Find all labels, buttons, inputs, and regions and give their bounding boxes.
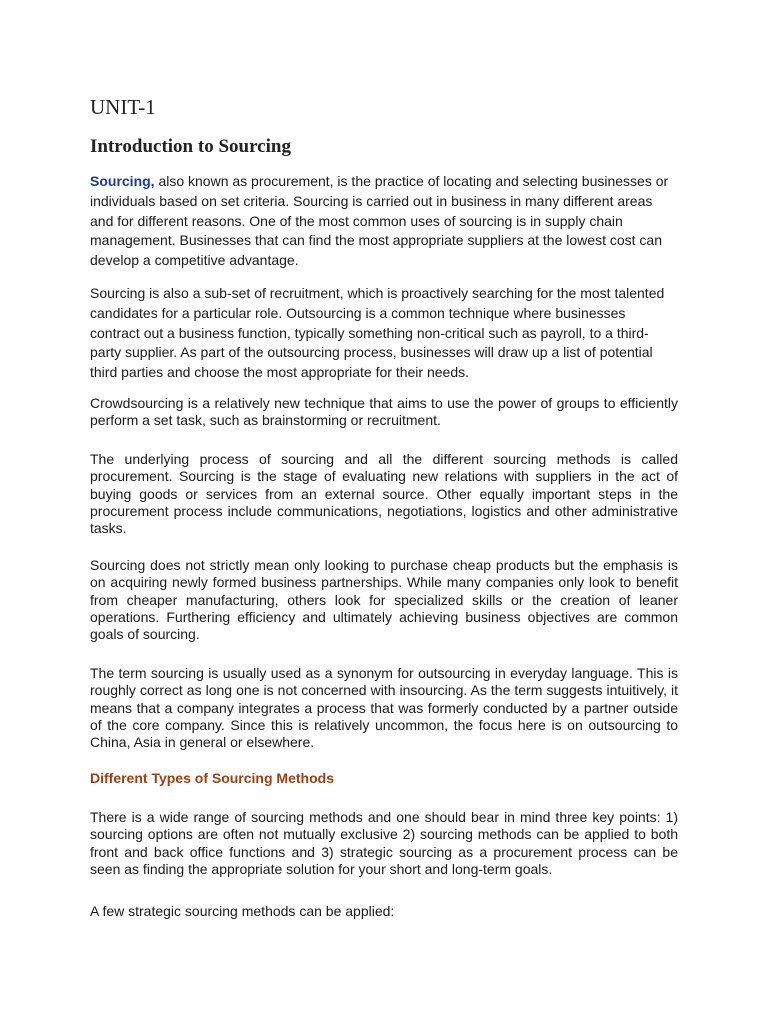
- unit-heading: UNIT-1: [90, 95, 156, 119]
- page-title: Introduction to Sourcing: [90, 136, 291, 157]
- crowdsourcing-paragraph: Crowdsourcing is a relatively new technique that aims to use the power of groups to efficiently perform a set task, such as brainstorming or recruitment.: [90, 395, 678, 429]
- section-heading: Different Types of Sourcing Methods: [90, 770, 334, 786]
- procurement-paragraph: The underlying process of sourcing and all the different sourcing methods is called procurement. Sourcing is the stage of evaluating new relations with suppliers in the act of buying goods or services from an external source. Other equally important steps in the procurement process include communications, negotiations, logistics and other administrative tasks.: [90, 451, 678, 537]
- intro-text: also known as procurement, is the practice of locating and selecting businesses or individuals based on set criteria. Sourcing is carried out in business in many different areas and for different reasons. One of the most common uses of sourcing is in supply chain management. Businesses that can find the most appropriate suppliers at the lowest cost can develop a competitive advantage.: [90, 173, 669, 269]
- outsourcing-paragraph: The term sourcing is usually used as a synonym for outsourcing in everyday language. This is roughly correct as long one is not concerned with insourcing. As the term suggests intuitively, it means that a company integrates a process that was formerly conducted by a partner outside of the core company. Since this is relatively uncommon, the focus here is on outsourcing to China, Asia in general or elsewhere.: [90, 665, 678, 751]
- methods-paragraph: There is a wide range of sourcing methods and one should bear in mind three key points: 1) sourcing options are often not mutually exclusive 2) sourcing methods can be applied to both front and back office functions and 3) strategic sourcing as a procurement process can be seen as finding the appropriate solution for your short and long-term goals.: [90, 809, 678, 877]
- methods-intro-line: A few strategic sourcing methods can be applied:: [90, 903, 395, 919]
- intro-paragraph: [90, 172, 678, 271]
- partnerships-paragraph: Sourcing does not strictly mean only looking to purchase cheap products but the emphasis is on acquiring newly formed business partnerships. While many companies only look to benefit from cheaper manufacturing, others look for specialized skills or the creation of leaner operations. Furthering efficiency and ultimately achieving business objectives are common goals of sourcing.: [90, 557, 678, 643]
- recruitment-paragraph: Sourcing is also a sub-set of recruitment, which is proactively searching for the most talented candidates for a particular role. Outsourcing is a common technique where businesses contract out a business function, typically something non-critical such as payroll, to a third-party supplier. As part of the outsourcing process, businesses will draw up a list of potential third parties and choose the most appropriate for their needs.: [90, 285, 665, 381]
- sourcing-term: Sourcing,: [90, 173, 155, 189]
